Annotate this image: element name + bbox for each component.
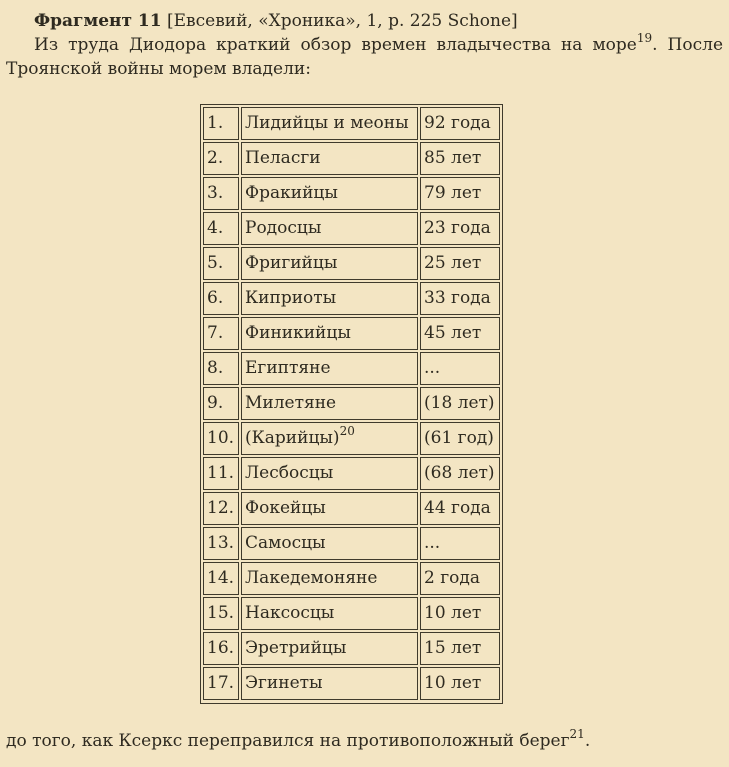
row-people [241,527,418,560]
people-name: Лидийцы и меоны [245,113,409,133]
row-duration: 10 лет [420,597,500,630]
people-name: Финикийцы [245,323,351,343]
people-name: Фракийцы [245,183,338,203]
row-duration: ... [420,527,500,560]
people-name: Родосцы [245,218,322,238]
table-row [203,247,500,280]
intro-tail: . После [652,35,724,55]
fragment-label: Фрагмент 11 [34,11,162,31]
row-people [241,107,418,140]
row-duration: ... [420,352,500,385]
row-number: 15. [203,597,239,630]
table-row [203,667,500,700]
table-row [203,527,500,560]
people-name: Лесбосцы [245,463,334,483]
table-row [203,352,500,385]
row-number: 3. [203,177,239,210]
row-people [241,282,418,315]
people-name: (Карийцы) [245,428,340,448]
row-duration: (68 лет) [420,457,500,490]
row-people [241,492,418,525]
fragment-heading [6,9,723,33]
row-duration: 45 лет [420,317,500,350]
row-number: 5. [203,247,239,280]
row-duration: (18 лет) [420,387,500,420]
row-number: 13. [203,527,239,560]
row-duration: 79 лет [420,177,500,210]
intro-line [6,33,723,57]
table-row [203,457,500,490]
row-people [241,562,418,595]
row-number: 8. [203,352,239,385]
table-row [203,177,500,210]
row-people [241,247,418,280]
source-reference: [Евсевий, «Хроника», 1, p. 225 Schone] [161,11,518,31]
people-name: Фригийцы [245,253,338,273]
footnote-ref-19[interactable]: 19 [636,31,653,46]
footnote-ref-20[interactable]: 20 [339,424,355,439]
row-duration: 44 года [420,492,500,525]
row-people [241,667,418,700]
table-row [203,422,500,455]
row-number: 2. [203,142,239,175]
row-duration: 85 лет [420,142,500,175]
row-duration: 92 года [420,107,500,140]
table-row [203,387,500,420]
outro-tail: . [584,731,591,751]
row-number: 17. [203,667,239,700]
people-name: Фокейцы [245,498,326,518]
row-people [241,177,418,210]
people-name: Эретрийцы [245,638,347,658]
table-row [203,632,500,665]
row-number: 14. [203,562,239,595]
row-duration: 10 лет [420,667,500,700]
people-name: Киприоты [245,288,337,308]
row-number: 6. [203,282,239,315]
row-duration: 2 года [420,562,500,595]
outro-line [6,729,723,753]
people-name: Милетяне [245,393,337,413]
row-number: 11. [203,457,239,490]
thalassocracy-table [200,104,503,704]
row-number: 7. [203,317,239,350]
table-row [203,212,500,245]
people-name: Лакедемоняне [245,568,378,588]
people-name: Египтяне [245,358,331,378]
table-row [203,142,500,175]
row-number: 16. [203,632,239,665]
row-number: 12. [203,492,239,525]
row-people [241,632,418,665]
row-number: 4. [203,212,239,245]
row-duration: (61 год) [420,422,500,455]
row-duration: 15 лет [420,632,500,665]
people-name: Пеласги [245,148,321,168]
row-people [241,142,418,175]
row-people [241,352,418,385]
table-row [203,107,500,140]
people-name: Самосцы [245,533,326,553]
row-number: 1. [203,107,239,140]
table-row [203,597,500,630]
row-number: 9. [203,387,239,420]
outro-text: до того, как Ксеркс переправился на противоположный берег [6,731,570,751]
table-row [203,282,500,315]
footnote-ref-21[interactable]: 21 [569,727,585,742]
row-duration: 25 лет [420,247,500,280]
row-duration: 23 года [420,212,500,245]
intro-text: Из труда Диодора краткий обзор времен владычества на море [34,35,637,55]
row-people [241,212,418,245]
people-name: Эгинеты [245,673,323,693]
row-duration: 33 года [420,282,500,315]
table-row [203,492,500,525]
row-people [241,597,418,630]
row-people [241,387,418,420]
table-body [203,107,500,700]
table-row [203,562,500,595]
row-number: 10. [203,422,239,455]
row-people [241,422,418,455]
intro-line-continued: Троянской войны морем владели: [6,59,311,79]
row-people [241,317,418,350]
row-people [241,457,418,490]
table-row [203,317,500,350]
people-name: Наксосцы [245,603,335,623]
